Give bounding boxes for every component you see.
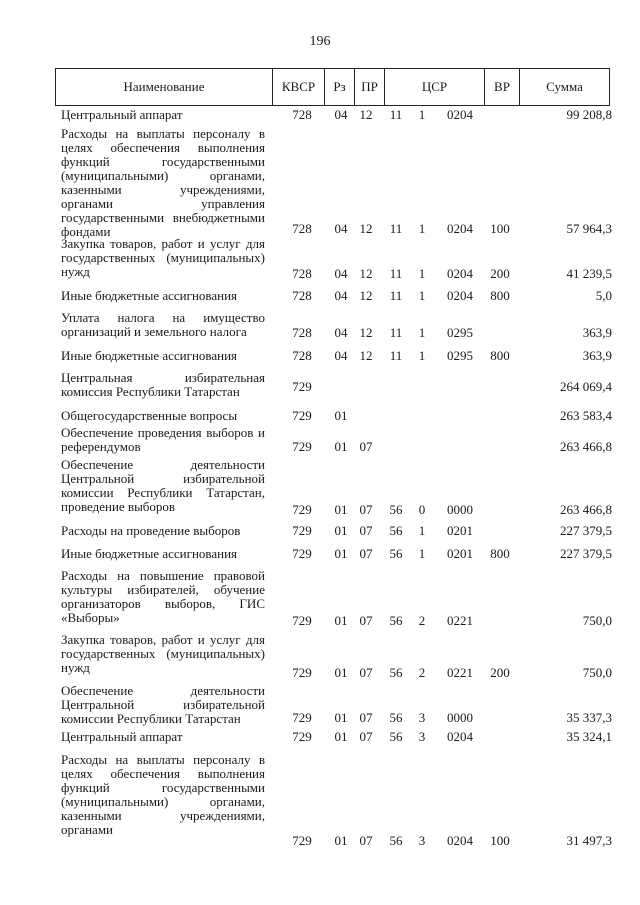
csr-program-cell: 56	[389, 710, 403, 725]
header-sum: Сумма	[519, 69, 609, 105]
row-name: Иные бюджетные ассигнования	[61, 288, 238, 303]
csr-program-cell: 56	[389, 665, 403, 680]
kvsr-cell: 729	[292, 710, 312, 725]
row-name: Расходы на проведение выборов	[61, 523, 241, 538]
rz-cell: 01	[334, 523, 348, 538]
row-name: Закупка товаров, работ и услуг для государственных (муниципальных) нужд	[61, 632, 265, 675]
csr-item-cell: 0295	[447, 325, 473, 340]
sum-cell: 750,0	[582, 613, 612, 628]
kvsr-cell: 729	[292, 523, 312, 538]
rz-cell: 01	[334, 833, 348, 848]
sum-cell: 264 069,4	[560, 379, 612, 394]
rz-cell: 01	[334, 408, 348, 423]
csr-program-cell: 11	[389, 348, 403, 363]
vr-cell: 100	[490, 221, 510, 236]
sum-cell: 363,9	[582, 325, 612, 340]
kvsr-cell: 728	[292, 107, 312, 122]
pr-cell: 12	[359, 107, 373, 122]
rz-cell: 01	[334, 710, 348, 725]
kvsr-cell: 729	[292, 546, 312, 561]
csr-item-cell: 0204	[447, 288, 473, 303]
csr-program-cell: 11	[389, 107, 403, 122]
pr-cell: 12	[359, 348, 373, 363]
header-pr: ПР	[354, 69, 384, 105]
csr-item-cell: 0295	[447, 348, 473, 363]
csr-subprogram-cell: 3	[418, 710, 426, 725]
csr-program-cell: 11	[389, 221, 403, 236]
csr-item-cell: 0201	[447, 546, 473, 561]
csr-subprogram-cell: 1	[418, 266, 426, 281]
row-name: Обеспечение деятельности Центральной избирательной комиссии Республики Татарстан, проведение выборов	[61, 457, 265, 514]
rz-cell: 04	[334, 266, 348, 281]
page-number: 196	[309, 34, 331, 49]
rz-cell: 01	[334, 439, 348, 454]
row-name: Центральный аппарат	[61, 729, 183, 744]
kvsr-cell: 728	[292, 325, 312, 340]
csr-program-cell: 56	[389, 613, 403, 628]
row-name: Расходы на выплаты персоналу в целях обеспечения выполнения функций государственными (муниципальными) органами, казенными учреждениями, органами управления государственными внебюджетными фондами	[61, 126, 265, 239]
csr-item-cell: 0204	[447, 833, 473, 848]
csr-program-cell: 56	[389, 833, 403, 848]
kvsr-cell: 728	[292, 266, 312, 281]
rz-cell: 04	[334, 348, 348, 363]
pr-cell: 07	[359, 613, 373, 628]
kvsr-cell: 729	[292, 439, 312, 454]
csr-program-cell: 56	[389, 546, 403, 561]
kvsr-cell: 729	[292, 665, 312, 680]
rz-cell: 04	[334, 107, 348, 122]
sum-cell: 41 239,5	[566, 266, 612, 281]
pr-cell: 07	[359, 729, 373, 744]
rz-cell: 01	[334, 665, 348, 680]
csr-program-cell: 56	[389, 523, 403, 538]
csr-item-cell: 0201	[447, 523, 473, 538]
rz-cell: 04	[334, 325, 348, 340]
sum-cell: 99 208,8	[566, 107, 612, 122]
kvsr-cell: 728	[292, 221, 312, 236]
csr-subprogram-cell: 1	[418, 107, 426, 122]
pr-cell: 07	[359, 665, 373, 680]
sum-cell: 227 379,5	[560, 546, 612, 561]
row-name: Иные бюджетные ассигнования	[61, 348, 238, 363]
header-vr: ВР	[484, 69, 519, 105]
csr-program-cell: 11	[389, 325, 403, 340]
pr-cell: 07	[359, 439, 373, 454]
kvsr-cell: 729	[292, 729, 312, 744]
csr-subprogram-cell: 3	[418, 833, 426, 848]
vr-cell: 100	[490, 833, 510, 848]
kvsr-cell: 728	[292, 288, 312, 303]
sum-cell: 263 466,8	[560, 502, 612, 517]
sum-cell: 363,9	[582, 348, 612, 363]
pr-cell: 07	[359, 523, 373, 538]
csr-subprogram-cell: 1	[418, 546, 426, 561]
header-kvsr: КВСР	[272, 69, 324, 105]
row-name: Центральный аппарат	[61, 107, 183, 122]
csr-program-cell: 11	[389, 266, 403, 281]
row-name: Обеспечение деятельности Центральной избирательной комиссии Республики Татарстан	[61, 683, 265, 726]
kvsr-cell: 729	[292, 502, 312, 517]
table-header	[55, 68, 610, 106]
row-name: Центральная избирательная комиссия Республики Татарстан	[61, 370, 265, 399]
pr-cell: 07	[359, 833, 373, 848]
sum-cell: 263 583,4	[560, 408, 612, 423]
row-name: Закупка товаров, работ и услуг для государственных (муниципальных) нужд	[61, 236, 265, 279]
sum-cell: 227 379,5	[560, 523, 612, 538]
csr-subprogram-cell: 1	[418, 288, 426, 303]
row-name: Иные бюджетные ассигнования	[61, 546, 238, 561]
kvsr-cell: 729	[292, 613, 312, 628]
rz-cell: 01	[334, 729, 348, 744]
pr-cell: 12	[359, 325, 373, 340]
row-name: Расходы на выплаты персоналу в целях обеспечения выполнения функций государственными (муниципальными) органами, казенными учреждениями, органами	[61, 752, 265, 837]
pr-cell: 12	[359, 266, 373, 281]
rz-cell: 01	[334, 546, 348, 561]
csr-subprogram-cell: 2	[418, 613, 426, 628]
csr-subprogram-cell: 0	[418, 502, 426, 517]
pr-cell: 12	[359, 221, 373, 236]
kvsr-cell: 729	[292, 833, 312, 848]
csr-subprogram-cell: 3	[418, 729, 426, 744]
csr-subprogram-cell: 1	[418, 523, 426, 538]
csr-subprogram-cell: 1	[418, 348, 426, 363]
pr-cell: 07	[359, 546, 373, 561]
row-name: Уплата налога на имущество организаций и земельного налога	[61, 310, 265, 339]
kvsr-cell: 728	[292, 348, 312, 363]
rz-cell: 01	[334, 613, 348, 628]
row-name: Общегосударственные вопросы	[61, 408, 238, 423]
csr-subprogram-cell: 2	[418, 665, 426, 680]
pr-cell: 12	[359, 288, 373, 303]
csr-program-cell: 11	[389, 288, 403, 303]
vr-cell: 800	[490, 348, 510, 363]
csr-item-cell: 0204	[447, 221, 473, 236]
vr-cell: 200	[490, 665, 510, 680]
header-name: Наименование	[123, 79, 205, 94]
sum-cell: 35 324,1	[566, 729, 612, 744]
rz-cell: 04	[334, 288, 348, 303]
sum-cell: 5,0	[595, 288, 612, 303]
header-csr: ЦСР	[384, 69, 484, 105]
csr-item-cell: 0204	[447, 266, 473, 281]
vr-cell: 800	[490, 546, 510, 561]
csr-item-cell: 0204	[447, 729, 473, 744]
csr-program-cell: 56	[389, 729, 403, 744]
sum-cell: 263 466,8	[560, 439, 612, 454]
vr-cell: 800	[490, 288, 510, 303]
sum-cell: 31 497,3	[566, 833, 612, 848]
rz-cell: 04	[334, 221, 348, 236]
kvsr-cell: 729	[292, 408, 312, 423]
csr-subprogram-cell: 1	[418, 325, 426, 340]
csr-item-cell: 0221	[447, 613, 473, 628]
sum-cell: 35 337,3	[566, 710, 612, 725]
rz-cell: 01	[334, 502, 348, 517]
csr-subprogram-cell: 1	[418, 221, 426, 236]
pr-cell: 07	[359, 502, 373, 517]
row-name: Расходы на повышение правовой культуры избирателей, обучение организаторов выборов, ГИС «Выборы»	[61, 568, 265, 625]
header-rz: Рз	[324, 69, 354, 105]
sum-cell: 750,0	[582, 665, 612, 680]
kvsr-cell: 729	[292, 379, 312, 394]
csr-program-cell: 56	[389, 502, 403, 517]
row-name: Обеспечение проведения выборов и референдумов	[61, 425, 265, 454]
csr-item-cell: 0221	[447, 665, 473, 680]
csr-item-cell: 0000	[447, 710, 473, 725]
pr-cell: 07	[359, 710, 373, 725]
sum-cell: 57 964,3	[566, 221, 612, 236]
vr-cell: 200	[490, 266, 510, 281]
csr-item-cell: 0204	[447, 107, 473, 122]
csr-item-cell: 0000	[447, 502, 473, 517]
